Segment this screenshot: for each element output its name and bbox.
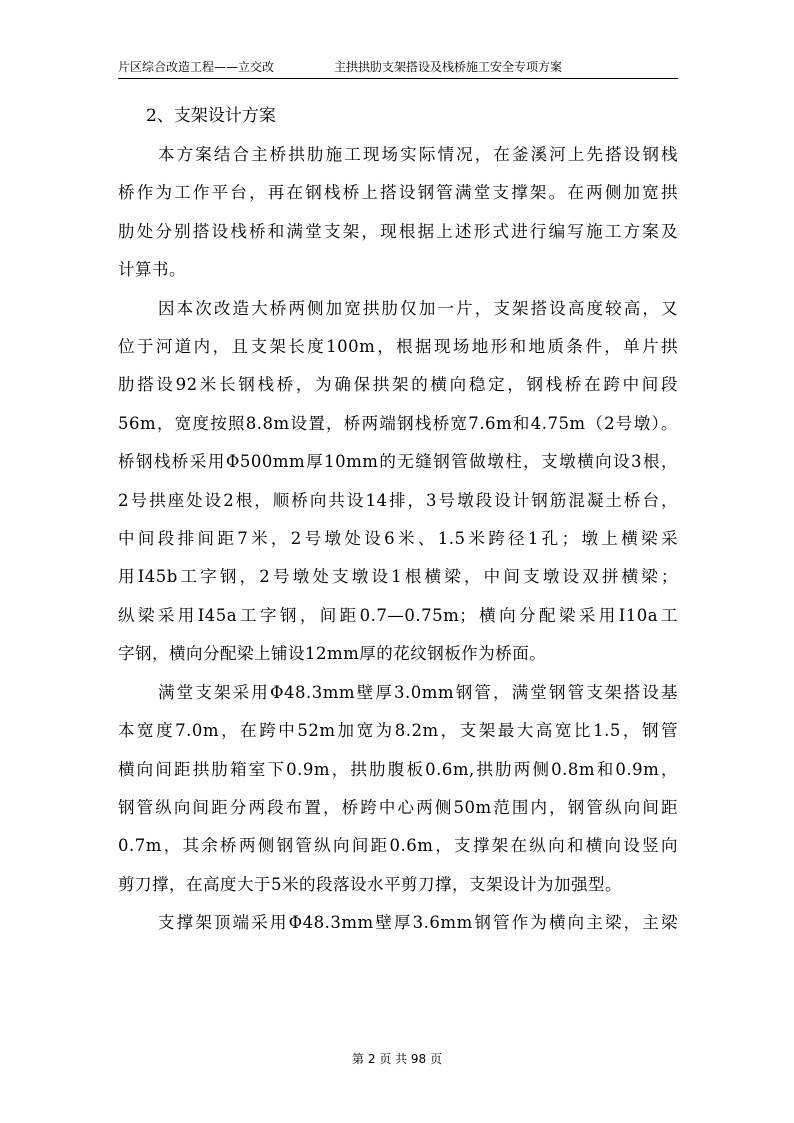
paragraph-line: 中间段排间距7米，2号墩处设6米、1.5米跨径1孔；墩上横梁采 [118, 529, 678, 549]
paragraph-line: 桥作为工作平台，再在钢栈桥上搭设钢管满堂支撑架。在两侧加宽拱 [118, 183, 678, 203]
paragraph-line: 字钢，横向分配梁上铺设12mm厚的花纹钢板作为桥面。 [118, 644, 547, 664]
paragraph-line: 2号拱座处设2根，顺桥向共设14排，3号墩段设计钢筋混凝土桥台， [118, 490, 678, 510]
page-footer: 第 2 页 共 98 页 [352, 1052, 442, 1066]
paragraph-line: 横向间距拱肋箱室下0.9m，拱肋腹板0.6m,拱肋两侧0.8m和0.9m， [118, 759, 678, 779]
section-heading: 2、支架设计方案 [146, 106, 276, 126]
paragraph-line: 本方案结合主桥拱肋施工现场实际情况，在釜溪河上先搭设钢栈 [158, 145, 678, 164]
paragraph-line: 位于河道内，且支架长度100m，根据现场地形和地质条件，单片拱 [118, 337, 678, 357]
paragraph-line: 计算书。 [118, 260, 186, 280]
paragraph-line: 满堂支架采用Φ48.3mm壁厚3.0mm钢管，满堂钢管支架搭设基 [158, 682, 678, 702]
paragraph-4 [118, 904, 678, 942]
paragraph-line: 剪刀撑，在高度大于5米的段落设水平剪刀撑，支架设计为加强型。 [118, 874, 622, 894]
paragraph-line: 肋处分别搭设栈桥和满堂支架，现根据上述形式进行编写施工方案及 [118, 221, 678, 241]
paragraph-line: 因本次改造大桥两侧加宽拱肋仅加一片，支架搭设高度较高，又 [158, 298, 678, 318]
paragraph-line: 钢管纵向间距分两段布置，桥跨中心两侧50m范围内，钢管纵向间距 [118, 797, 678, 817]
page-header [118, 56, 678, 79]
paragraph-1 [118, 136, 678, 290]
paragraph-line: 0.7m，其余桥两侧钢管纵向间距0.6m，支撑架在纵向和横向设竖向 [118, 836, 678, 856]
paragraph-line: 桥钢栈桥采用Φ500mm厚10mm的无缝钢管做墩柱，支墩横向设3根， [118, 452, 678, 472]
header-project-name: 片区综合改造工程——立交改 [118, 60, 275, 74]
paragraph-3 [118, 674, 678, 904]
paragraph-line: 用I45b工字钢，2号墩处支墩设1根横梁，中间支墩设双拼横梁； [118, 567, 678, 587]
header-document-title: 主拱拱肋支架搭设及栈桥施工安全专项方案 [334, 60, 563, 74]
paragraph-line: 纵梁采用I45a工字钢，间距0.7—0.75m；横向分配梁采用I10a工 [118, 605, 678, 625]
paragraph-line: 56m，宽度按照8.8m设置，桥两端钢栈桥宽7.6m和4.75m（2号墩）。 [118, 413, 678, 433]
paragraph-line: 肋搭设92米长钢栈桥，为确保拱架的横向稳定，钢栈桥在跨中间段 [118, 375, 678, 395]
document-body [118, 96, 678, 943]
paragraph-line: 支撑架顶端采用Φ48.3mm壁厚3.6mm钢管作为横向主梁，主梁 [158, 913, 678, 933]
paragraph-2 [118, 290, 678, 674]
paragraph-line: 本宽度7.0m，在跨中52m加宽为8.2m，支架最大高宽比1.5，钢管 [118, 721, 678, 741]
